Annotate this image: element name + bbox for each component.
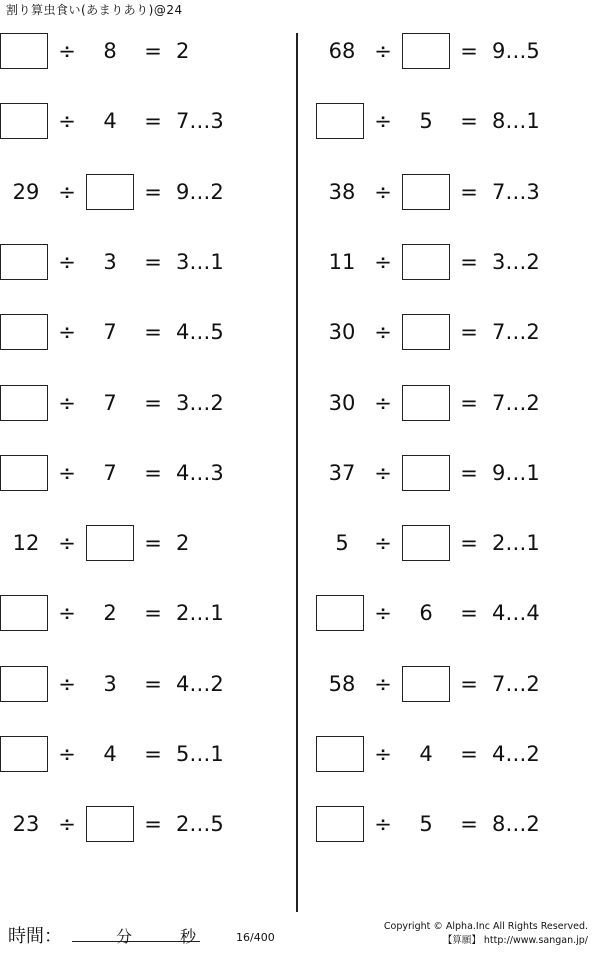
problem-row [0,789,290,859]
divide-sign: ÷ [374,812,392,837]
problem-row [0,297,290,367]
problem-row [316,157,600,227]
equals-sign: = [144,812,162,837]
divide-sign: ÷ [58,249,76,274]
divide-sign: ÷ [374,531,392,556]
divisor-answer-box[interactable] [402,455,450,491]
dividend-value: 58 [328,671,356,696]
equals-sign: = [460,601,478,626]
problem-row [0,157,290,227]
problem-row [316,227,600,297]
divide-sign: ÷ [374,671,392,696]
divisor-value: 2 [103,601,117,626]
equals-sign: = [144,249,162,274]
equals-sign: = [144,39,162,63]
quotient-remainder: 3…1 [176,249,224,274]
equals-sign: = [460,460,478,485]
divisor-answer-box[interactable] [402,314,450,350]
divisor-value: 4 [103,109,117,134]
problem-row [316,578,600,648]
quotient-remainder: 7…2 [492,390,540,415]
equals-sign: = [144,601,162,626]
divide-sign: ÷ [58,39,76,63]
quotient-remainder: 4…5 [176,320,224,345]
problem-row [0,227,290,297]
divide-sign: ÷ [374,390,392,415]
divide-sign: ÷ [374,320,392,345]
divide-sign: ÷ [58,531,76,556]
dividend-value: 11 [328,249,356,274]
dividend-value: 30 [328,390,356,415]
divide-sign: ÷ [58,601,76,626]
divide-sign: ÷ [374,179,392,204]
quotient-remainder: 4…4 [492,601,540,626]
equals-sign: = [460,812,478,837]
quotient-remainder: 4…3 [176,460,224,485]
dividend-value: 38 [328,179,356,204]
equals-sign: = [144,460,162,485]
quotient-remainder: 2…1 [492,531,540,556]
quotient-remainder: 8…2 [492,812,540,837]
dividend-answer-box[interactable] [316,595,364,631]
divisor-answer-box[interactable] [86,174,134,210]
problem-row [316,86,600,156]
divisor-answer-box[interactable] [402,385,450,421]
quotient-remainder: 2…1 [176,601,224,626]
equals-sign: = [460,531,478,556]
divisor-value: 5 [419,812,433,837]
divisor-answer-box[interactable] [402,244,450,280]
divide-sign: ÷ [374,460,392,485]
quotient-remainder: 5…1 [176,742,224,766]
divide-sign: ÷ [58,179,76,204]
divide-sign: ÷ [58,671,76,696]
dividend-answer-box[interactable] [316,806,364,842]
divisor-value: 3 [103,671,117,696]
problem-row [0,719,290,789]
problem-row [316,297,600,367]
divisor-value: 6 [419,601,433,626]
divisor-value: 7 [103,320,117,345]
dividend-value: 29 [12,179,40,204]
divisor-answer-box[interactable] [86,525,134,561]
quotient-remainder: 3…2 [176,390,224,415]
quotient-remainder: 2 [176,39,190,63]
problem-row [316,16,600,86]
quotient-remainder: 7…3 [176,109,224,134]
copyright-block [384,920,588,948]
quotient-remainder: 4…2 [492,742,540,766]
problem-row [0,368,290,438]
problem-row [0,86,290,156]
dividend-value: 12 [12,531,40,556]
worksheet-title: 割り算虫食い(あまりあり)@24 [6,3,183,17]
divisor-answer-box[interactable] [86,806,134,842]
quotient-remainder: 9…2 [176,179,224,204]
column-divider [296,33,298,912]
site-url: 【算願】 http://www.sangan.jp/ [442,935,588,946]
copyright-text: Copyright © Alpha.Inc All Rights Reserved. [383,921,588,932]
problem-row [0,438,290,508]
divisor-value: 5 [419,109,433,134]
time-label: 時間： [8,926,62,947]
divide-sign: ÷ [58,109,76,134]
problem-row [0,16,290,86]
equals-sign: = [144,671,162,696]
problem-row [0,578,290,648]
problem-row [316,789,600,859]
quotient-remainder: 2 [176,531,190,556]
divide-sign: ÷ [374,109,392,134]
dividend-value: 68 [328,39,356,63]
divide-sign: ÷ [58,812,76,837]
dividend-answer-box[interactable] [0,666,48,702]
divisor-value: 8 [103,39,117,63]
divisor-value: 3 [103,249,117,274]
quotient-remainder: 7…3 [492,179,540,204]
dividend-answer-box[interactable] [316,736,364,772]
dividend-answer-box[interactable] [0,385,48,421]
divide-sign: ÷ [374,249,392,274]
quotient-remainder: 4…2 [176,671,224,696]
divide-sign: ÷ [374,601,392,626]
divisor-answer-box[interactable] [402,666,450,702]
quotient-remainder: 2…5 [176,812,224,837]
quotient-remainder: 8…1 [492,109,540,134]
divide-sign: ÷ [58,390,76,415]
equals-sign: = [460,671,478,696]
dividend-answer-box[interactable] [0,103,48,139]
equals-sign: = [460,249,478,274]
divide-sign: ÷ [374,742,392,766]
quotient-remainder: 3…2 [492,249,540,274]
dividend-value: 30 [328,320,356,345]
equals-sign: = [144,390,162,415]
problem-row [316,508,600,578]
equals-sign: = [144,531,162,556]
quotient-remainder: 7…2 [492,671,540,696]
quotient-remainder: 9…1 [492,460,540,485]
equals-sign: = [144,320,162,345]
divisor-value: 4 [103,742,117,766]
dividend-answer-box[interactable] [0,455,48,491]
quotient-remainder: 9…5 [492,39,540,63]
problem-row [316,438,600,508]
dividend-answer-box[interactable] [0,244,48,280]
dividend-answer-box[interactable] [0,736,48,772]
dividend-value: 23 [12,812,40,837]
divisor-answer-box[interactable] [402,174,450,210]
divide-sign: ÷ [58,742,76,766]
divide-sign: ÷ [58,320,76,345]
divisor-value: 7 [103,390,117,415]
dividend-answer-box[interactable] [0,314,48,350]
equals-sign: = [460,39,478,63]
dividend-value: 37 [328,460,356,485]
dividend-value: 5 [335,531,349,556]
page-number: 16/400 [236,931,275,944]
dividend-answer-box[interactable] [0,595,48,631]
problem-row [0,649,290,719]
dividend-answer-box[interactable] [0,33,48,69]
equals-sign: = [460,109,478,134]
divide-sign: ÷ [58,460,76,485]
divisor-answer-box[interactable] [402,525,450,561]
equals-sign: = [460,742,478,766]
equals-sign: = [460,320,478,345]
divisor-answer-box[interactable] [402,33,450,69]
equals-sign: = [460,179,478,204]
seconds-label: 秒 [180,927,197,946]
divisor-value: 4 [419,742,433,766]
minutes-label: 分 [116,927,133,946]
divide-sign: ÷ [374,39,392,63]
equals-sign: = [144,742,162,766]
dividend-answer-box[interactable] [316,103,364,139]
quotient-remainder: 7…2 [492,320,540,345]
equals-sign: = [144,179,162,204]
problem-row [316,719,600,789]
problem-row [316,368,600,438]
divisor-value: 7 [103,460,117,485]
problem-row [0,508,290,578]
problem-row [316,649,600,719]
equals-sign: = [144,109,162,134]
equals-sign: = [460,390,478,415]
